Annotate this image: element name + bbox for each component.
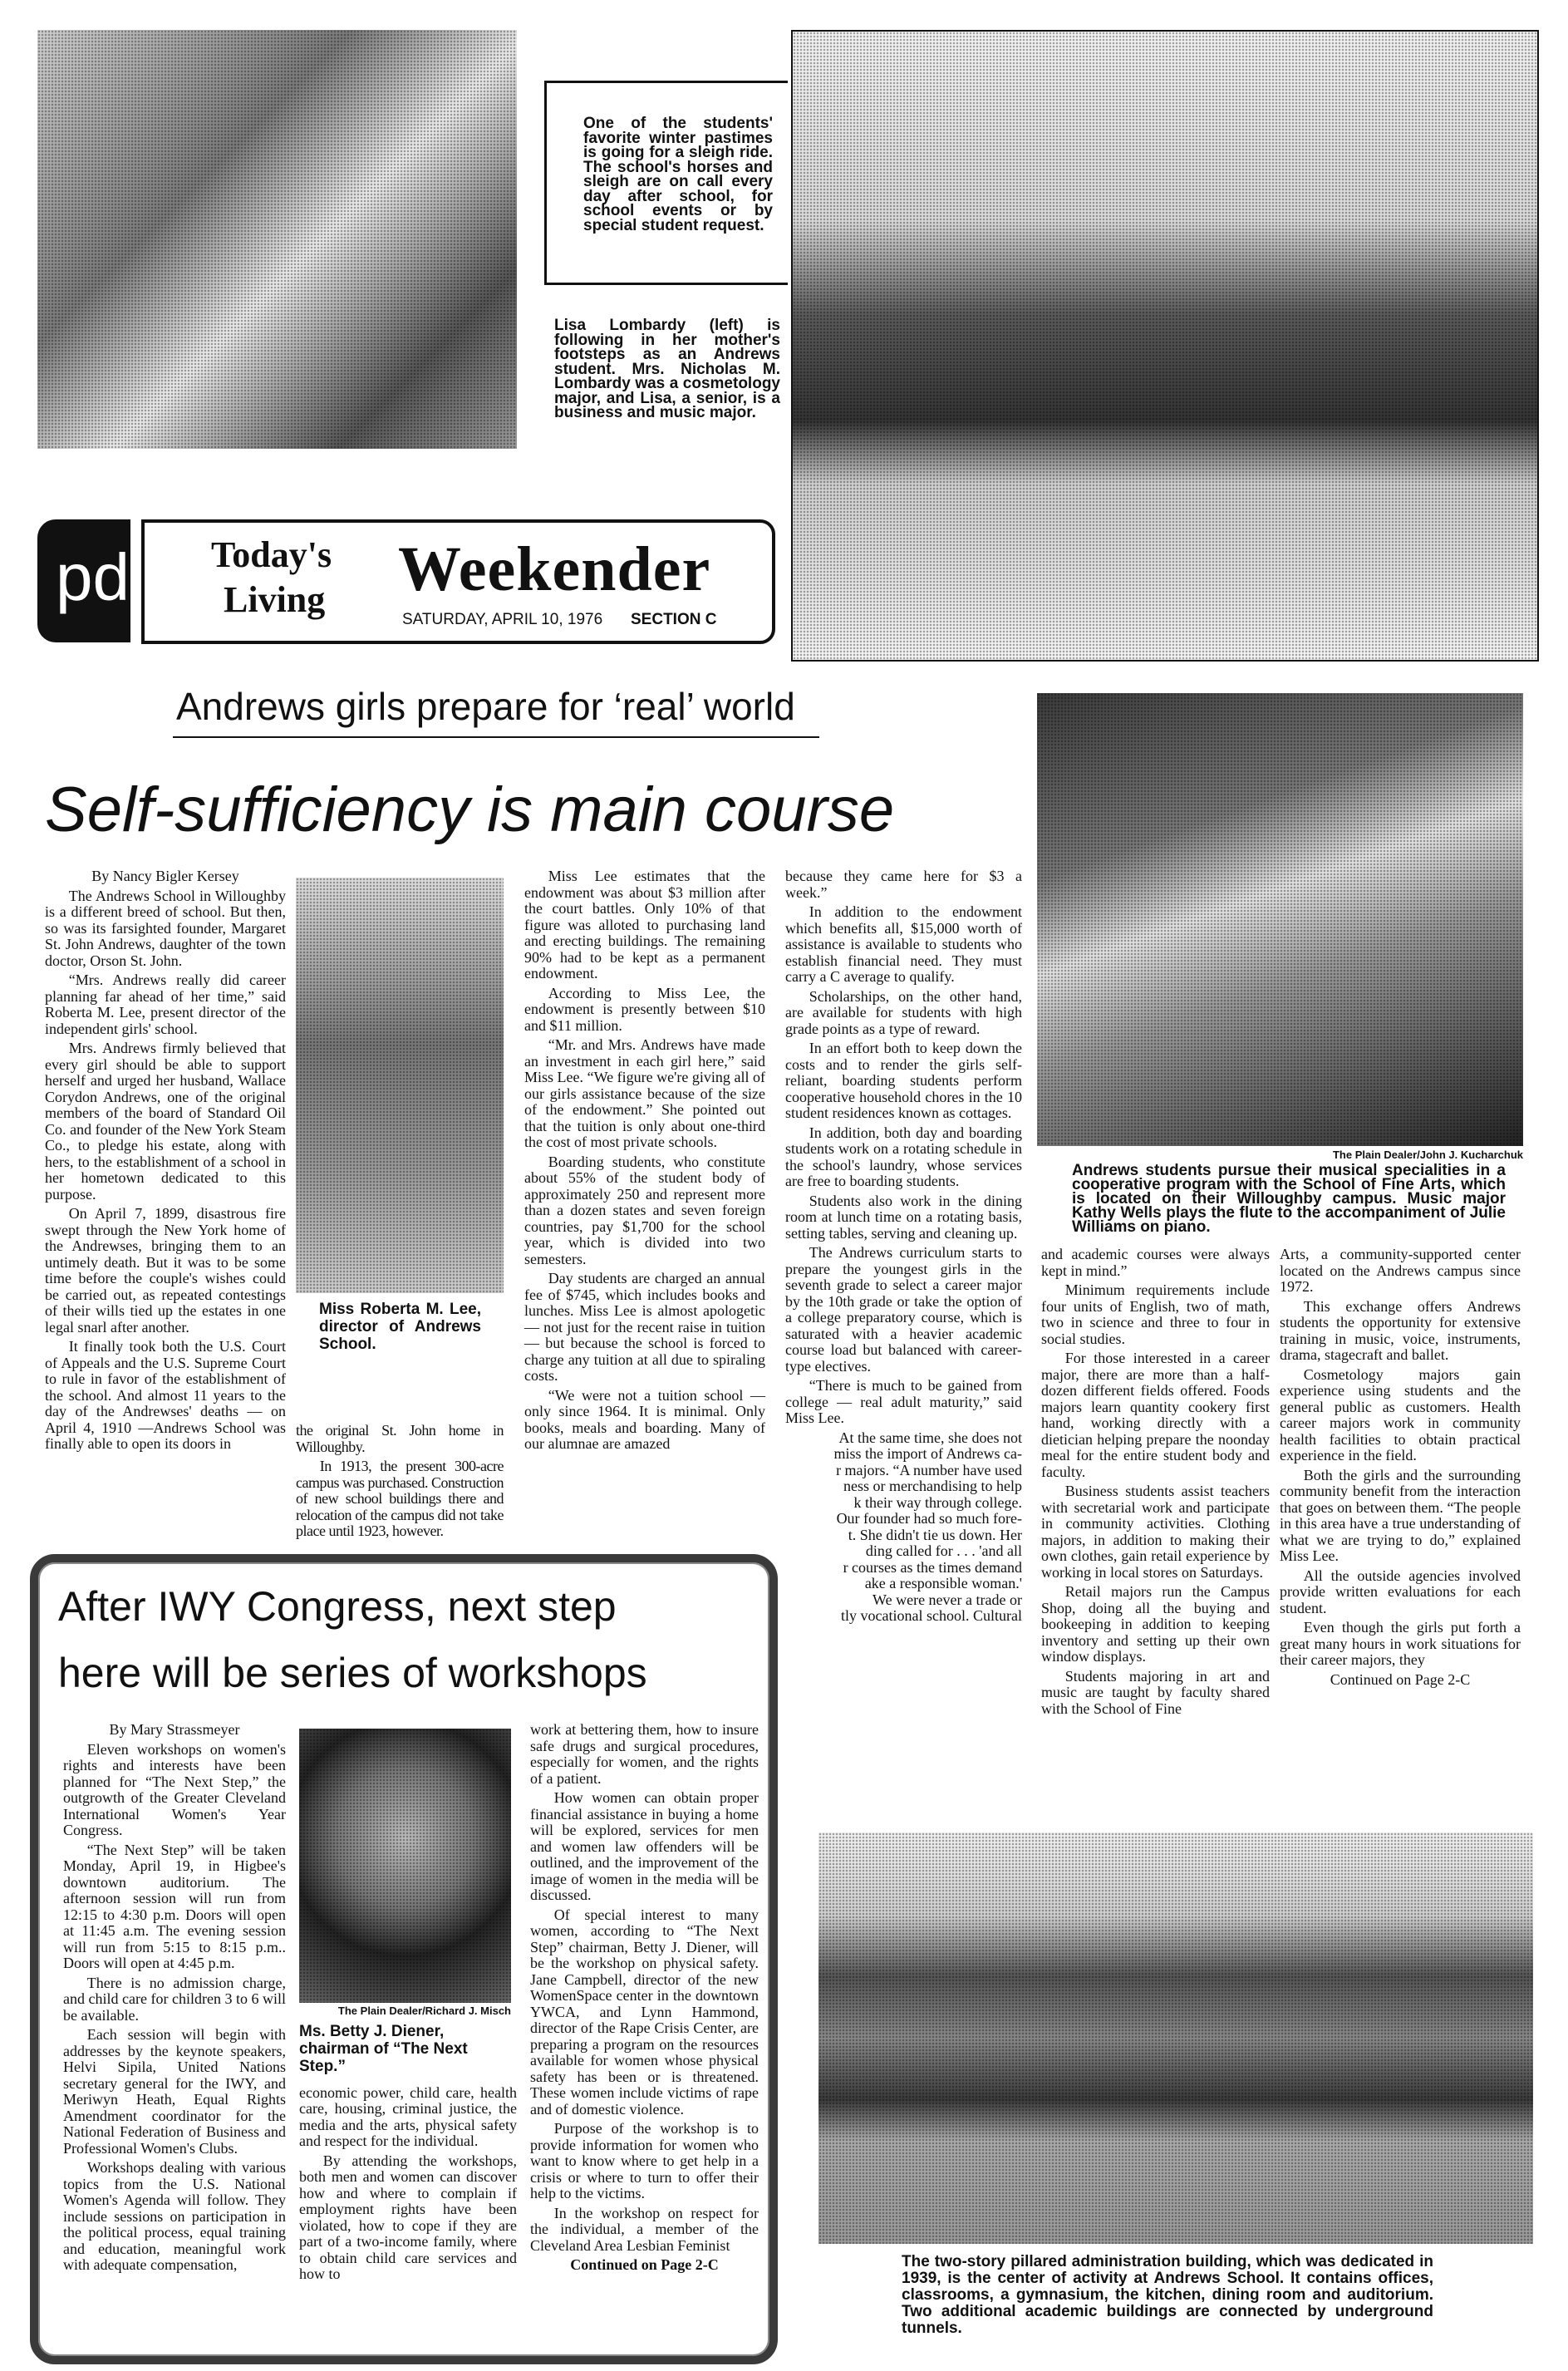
paragraph: In addition, both day and boarding students work on a rotating schedule in the school's laundry, whose services are free to boarding students. [785, 1124, 1022, 1189]
andrews-column-2 [296, 1423, 504, 1543]
paragraph: because they came here for $3 a week.” [785, 868, 1022, 901]
photo-betty-diener [299, 1729, 511, 2003]
iwy-headline-line-2: here will be series of workshops [58, 1650, 647, 1696]
kicker-underline [173, 736, 819, 738]
building-caption: The two-story pillared administration building, which was dedicated in 1939, is the center of activity at Andrews School. It contains offices, classrooms, a gymnasium, the kitchen, dining room and auditorium. Two additional academic buildings are connected by underground tunnels. [902, 2253, 1433, 2337]
paragraph: For those interested in a career major, there are more than a half-dozen different fields offered. Foods majors learn quantity cookery first hand, working directly with a dietician helping prepare the noonday meal for the entire student body and faculty. [1041, 1350, 1270, 1480]
paragraph: According to Miss Lee, the endowment is presently between $10 and $11 million. [524, 984, 765, 1034]
diener-photo-credit: The Plain Dealer/Richard J. Misch [337, 2005, 511, 2017]
paragraph: All the outside agencies involved provide written evaluations for each student. [1280, 1567, 1521, 1616]
paragraph: Business students assist teachers with secretarial work and participate in community activities. Clothing majors, in addition to making their own clothes, gain retail experience by working in local stores on Saturdays. [1041, 1483, 1270, 1581]
paragraph: In addition to the endowment which benefits all, $15,000 worth of assistance is available to students who establish financial need. They must carry a C average to qualify. [785, 903, 1022, 985]
partial-text-line: tly vocational school. Cultural [841, 1607, 1022, 1624]
paragraph: and academic courses were always kept in mind.” [1041, 1246, 1270, 1279]
paragraph: Day students are charged an annual fee of $745, which includes books and lunches. Miss Lee is almost apologetic — not just for the recent raise in tuition — but because the school is forced to charge any tuition at all due to spiraling costs. [524, 1270, 765, 1384]
sleigh-caption-box [544, 81, 788, 285]
sleigh-caption: One of the students' favorite winter pastimes is going for a sleigh ride. The school's horses and sleigh are on call every day after school, for school events or by special student request. [583, 115, 773, 234]
iwy-column-3 [530, 1722, 759, 2274]
photo-lombardy-mother-daughter [37, 30, 517, 449]
paragraph: Minimum requirements include four units of English, two of math, two in science and three to four in social studies. [1041, 1281, 1270, 1347]
iwy-article-box [30, 1554, 778, 2364]
paragraph: work at bettering them, how to insure safe drugs and surgical procedures, especially for women, and the rights of a patient. [530, 1721, 759, 1787]
paragraph: This exchange offers Andrews students the opportunity for extensive training in music, voice, instruments, drama, stagecraft and ballet. [1280, 1297, 1521, 1363]
paragraph: Of special interest to many women, according to “The Next Step” chairman, Betty J. Diener, will be the workshop on physical safety. Jane Campbell, director of the new WomenSpace center in the downtown YWCA, and Lynn Hammond, director of the Rape Crisis Center, are preparing a program on the resources available for women whose physical safety has been or is threatened. These women include victims of rape and of domestic violence. [530, 1906, 759, 2118]
paragraph: “Mrs. Andrews really did career planning far ahead of her time,” said Roberta M. Lee, present director of the independent girls' school. [45, 972, 286, 1037]
paragraph: “The Next Step” will be taken Monday, April 19, in Higbee's downtown auditorium. The afternoon session will run from 12:15 to 4:30 p.m. Doors will open at 11:45 a.m. The evening session will run from 5:15 to 8:15 p.m.. Doors will open at 4:45 p.m. [63, 1841, 286, 1971]
masthead-title: Weekender [398, 534, 711, 604]
iwy-continued: Continued on Page 2-C [570, 2256, 719, 2273]
paragraph: In 1913, the present 300-acre campus was purchased. Construction of new school buildings there and relocation of the campus did not take place until 1923, however. [296, 1458, 504, 1539]
partial-text-line: miss the import of Andrews ca- [833, 1445, 1022, 1462]
partial-text-line: r majors. “A number have used [836, 1461, 1022, 1478]
iwy-headline-line-1: After IWY Congress, next step [58, 1583, 617, 1630]
andrews-column-1 [45, 868, 286, 1456]
flute-photo-credit: The Plain Dealer/John J. Kucharchuk [1332, 1149, 1523, 1161]
photo-roberta-lee [296, 878, 504, 1293]
paragraph: Miss Lee estimates that the endowment was about $3 million after the court battles. Only 10% of that figure was alloted to purchasing land and erecting buildings. The remaining 90% had to be kept as a permanent endowment. [524, 868, 765, 981]
andrews-column-6 [1280, 1247, 1521, 1688]
paragraph: Retail majors run the Campus Shop, doing all the buying and bookeeping in addition to keeping inventory and setting up their own window displays. [1041, 1583, 1270, 1665]
paragraph: How women can obtain proper financial assistance in buying a home will be explored, services for men and women law offenders will be outlined, and the improvement of the image of women in the media will be discussed. [530, 1789, 759, 1903]
andrews-column-4 [785, 868, 1022, 1625]
paragraph: Workshops dealing with various topics from the U.S. National Women's Agenda will follow. They include sessions on participation in the political process, equal training and education, meaningful work with adequate compensation, [63, 2159, 286, 2273]
andrews-column-3 [524, 868, 765, 1456]
partial-text-line: Our founder had so much fore- [836, 1510, 1022, 1527]
flute-caption: Andrews students pursue their musical specialities in a cooperative program with the School of Fine Arts, which is located on their Willoughby campus. Music major Kathy Wells plays the flute to the accompaniment of Julie Williams on piano. [1072, 1162, 1506, 1236]
photo-sleigh-ride [791, 30, 1539, 662]
section-name-todays: Today's [211, 534, 332, 575]
paragraph: Cosmetology majors gain experience using students and the general public as customers. Health career majors work in community health facilities to obtain practical experience in the field. [1280, 1365, 1521, 1463]
paragraph: The Andrews curriculum starts to prepare the youngest girls in the seventh grade to select a career major by the 10th grade or take the option of a college preparatory course, which is saturated with a heavier academic course load but balanced with career-type electives. [785, 1244, 1022, 1375]
partial-text-line: At the same time, she does not [838, 1429, 1022, 1446]
masthead-section: SECTION C [631, 611, 717, 628]
paragraph: It finally took both the U.S. Court of Appeals and the U.S. Supreme Court to rule in favor of the establishment of the school. And almost 11 years to the day of the Andrewses' deaths — on April 4, 1910 —Andrews School was finally able to open its doors in [45, 1338, 286, 1452]
paragraph: The Andrews School in Willoughby is a different breed of school. But then, so was its farsighted founder, Margaret St. John Andrews, daughter of the town doctor, Orson St. John. [45, 887, 286, 969]
plain-dealer-logo-icon: pd [56, 540, 130, 614]
photo-flute-piano [1037, 693, 1523, 1146]
andrews-byline: By Nancy Bigler Kersey [91, 868, 239, 884]
paragraph: the original St. John home in Willoughby. [296, 1422, 504, 1455]
partial-text-line: ness or merchandising to help [843, 1478, 1022, 1494]
paragraph: Students also work in the dining room at lunch time on a rotating basis, setting tables, serving and cleaning up. [785, 1192, 1022, 1242]
partial-text-line: We were never a trade or [872, 1591, 1022, 1608]
partial-text-line: ding called for . . . 'and all [865, 1542, 1022, 1559]
paragraph: In an effort both to keep down the costs and to render the girls self-reliant, boarding students perform cooperative household chores in the 10 student residences known as cottages. [785, 1040, 1022, 1121]
andrews-continued: Continued on Page 2-C [1330, 1670, 1471, 1688]
paragraph: On April 7, 1899, disastrous fire swept through the New York home of the Andrewses, bringing them to an untimely death. But it was to be some time before the couple's wishes could be carried out, as repeated contestings of their wills tied up the estates in one legal snarl after another. [45, 1205, 286, 1336]
masthead-date: SATURDAY, APRIL 10, 1976 [402, 611, 603, 628]
paragraph: “Mr. and Mrs. Andrews have made an investment in each girl here,” said Miss Lee. “We figure we're giving all of our girls assistance because of the size of the endowment.” She pointed out that the tuition is only about one-third the cost of most private schools. [524, 1036, 765, 1150]
iwy-column-2 [299, 1729, 517, 2286]
lombardy-caption: Lisa Lombardy (left) is following in her mother's footsteps as an Andrews student. Mrs. Nicholas M. Lombardy was a cosmetology major, and Lisa, a senior, is a business and music major. [554, 317, 780, 421]
paragraph: By attending the workshops, both men and women can discover how and where to complain if employment rights have been violated, how to cope if they are part of a two-income family, where to obtain child care services and how to [299, 2152, 517, 2282]
andrews-column-5 [1041, 1247, 1270, 1720]
diener-caption: Ms. Betty J. Diener, chairman of “The Next Step.” [299, 2022, 468, 2075]
partial-text-line: r courses as the times demand [843, 1558, 1022, 1576]
paragraph: Arts, a community-supported center located on the Andrews campus since 1972. [1280, 1246, 1521, 1295]
masthead [141, 519, 775, 644]
andrews-kicker: Andrews girls prepare for ‘real’ world [176, 685, 795, 728]
paragraph: Even though the girls put forth a great many hours in work situations for their career majors, they [1280, 1619, 1521, 1668]
iwy-column-1 [63, 1722, 286, 2277]
paragraph: “We were not a tuition school — only since 1964. It is minimal. Only books, meals and boarding. Many of our alumnae are amazed [524, 1386, 765, 1452]
masthead-logo [37, 519, 130, 642]
paragraph: Students majoring in art and music are taught by faculty shared with the School of Fine [1041, 1667, 1270, 1717]
paragraph: Boarding students, who constitute about 55% of the student body of approximately 250 and represent more than a dozen states and seven foreign countries, pay $1,700 for the school year, which is divided into two semesters. [524, 1153, 765, 1267]
paragraph: Both the girls and the surrounding community benefit from the interaction that goes on between them. “The people in this area have a true understanding of what we are trying to do,” explained Miss Lee. [1280, 1466, 1521, 1564]
section-name-living: Living [224, 579, 326, 620]
partial-text-line: ake a responsible woman.' [864, 1575, 1022, 1591]
paragraph: economic power, child care, health care, housing, criminal justice, the media and the arts, physical safety and respect for the individual. [299, 2083, 517, 2149]
photo-administration-building [818, 1832, 1533, 2244]
paragraph: Purpose of the workshop is to provide information for women who want to know where to get help in a crisis or where to turn to offer their help to the victims. [530, 2120, 759, 2201]
paragraph: Each session will begin with addresses by the keynote speakers, Helvi Sipila, United Nations secretary general for the IWY, and Meriwyn Heath, Equal Rights Amendment coordinator for the National Federation of Business and Professional Women's Clubs. [63, 2026, 286, 2157]
partial-text-line: k their way through college. [853, 1493, 1022, 1511]
iwy-byline: By Mary Strassmeyer [109, 1721, 240, 1738]
paragraph: There is no admission charge, and child care for children 3 to 6 will be available. [63, 1974, 286, 2024]
paragraph: In the workshop on respect for the individual, a member of the Cleveland Area Lesbian Feminist [530, 2204, 759, 2254]
paragraph: Scholarships, on the other hand, are available for students with high grade points as a type of reward. [785, 987, 1022, 1037]
andrews-headline: Self-sufficiency is main course [45, 775, 895, 845]
paragraph: “There is much to be gained from college — real adult maturity,” said Miss Lee. [785, 1377, 1022, 1426]
paragraph: Eleven workshops on women's rights and interests have been planned for “The Next Step,” the outgrowth of the Greater Cleveland International Women's Year Congress. [63, 1740, 286, 1838]
partial-text-line: t. She didn't tie us down. Her [848, 1526, 1022, 1543]
paragraph: Mrs. Andrews firmly believed that every girl should be able to support herself and urged her husband, Wallace Corydon Andrews, one of the original members of the board of Standard Oil Co. and founder of the New York Steam Co., to pledge his estate, along with hers, to the establishment of a school in her hometown dedicated to this purpose. [45, 1040, 286, 1203]
lee-caption: Miss Roberta M. Lee, director of Andrews School. [319, 1301, 481, 1353]
